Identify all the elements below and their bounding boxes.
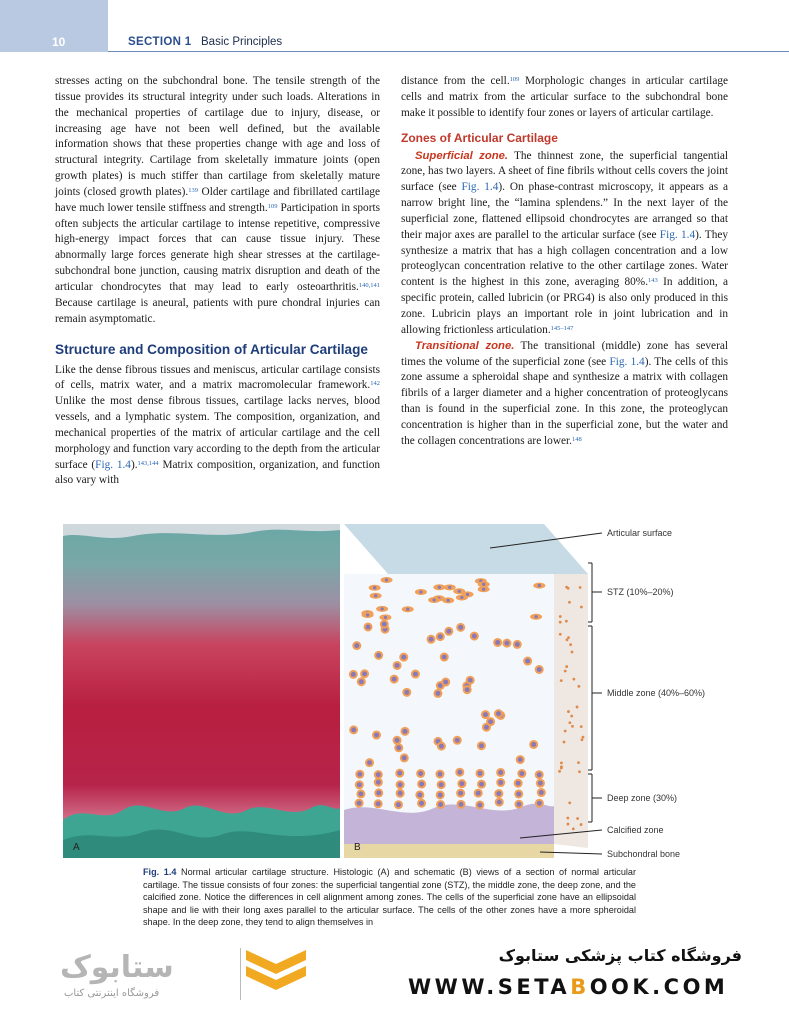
figure-caption	[143, 866, 636, 930]
chondrocyte-nucleus	[504, 641, 509, 646]
side-face-cell	[559, 621, 562, 624]
section-title: Basic Principles	[201, 36, 283, 48]
chondrocyte-nucleus	[519, 771, 524, 776]
chondrocyte-nucleus	[458, 791, 463, 796]
chondrocyte-nucleus	[358, 791, 363, 796]
chondrocyte-nucleus	[419, 801, 424, 806]
side-face-cell	[572, 828, 575, 831]
text-run: distance from the cell.	[401, 75, 510, 87]
chondrocyte-nucleus	[482, 583, 485, 586]
callout-deep-zone: Deep zone (30%)	[607, 793, 678, 803]
chondrocyte-nucleus	[497, 800, 502, 805]
callout-middle-zone: Middle zone (40%–60%)	[607, 688, 706, 698]
chondrocyte-nucleus	[354, 643, 359, 648]
chondrocyte-nucleus	[374, 594, 377, 597]
chondrocyte-nucleus	[438, 586, 441, 589]
figure-link[interactable]: Fig. 1.4	[609, 355, 645, 368]
reference-sup[interactable]: 145–147	[550, 324, 574, 332]
chondrocyte-nucleus	[459, 802, 464, 807]
side-face-cell	[579, 586, 582, 589]
chondrocyte-nucleus	[384, 616, 387, 619]
chondrocyte-nucleus	[392, 677, 397, 682]
text-run: The thinnest zone, the superficial tangential zone, has two layers. A sheet of fine fibrils without cells covers the joint surface (see	[401, 149, 728, 194]
chondrocyte-nucleus	[382, 622, 387, 627]
chondrocyte-nucleus	[488, 719, 493, 724]
chondrocyte-nucleus	[525, 659, 530, 664]
callout-subchondral-bone: Subchondral bone	[607, 849, 681, 859]
chondrocyte-nucleus	[417, 792, 422, 797]
side-face-cell	[567, 710, 570, 713]
chondrocyte-nucleus	[433, 598, 436, 601]
chondrocyte-nucleus	[478, 771, 483, 776]
chondrocyte-nucleus	[376, 772, 381, 777]
chondrocyte-nucleus	[495, 640, 500, 645]
figure-link[interactable]: Fig. 1.4	[95, 458, 131, 471]
reference-sup[interactable]: 142	[370, 380, 380, 388]
side-face-cell	[565, 620, 568, 623]
store-url[interactable]	[408, 975, 728, 999]
chondrocyte-nucleus	[357, 772, 362, 777]
side-face-cell	[558, 770, 561, 773]
text-run: ).	[130, 458, 138, 471]
side-face-cell	[576, 817, 579, 820]
side-face-cell	[570, 715, 573, 718]
section-heading: Structure and Composition of Articular Cartilage	[55, 341, 368, 357]
watermark-logo-subtitle: فروشگاه اینترنتی کتاب	[64, 988, 160, 999]
chondrocyte-nucleus	[496, 791, 501, 796]
paragraph	[401, 74, 728, 122]
chondrocyte-nucleus	[537, 772, 542, 777]
panel-label-a: A	[73, 842, 80, 853]
side-face-cell	[567, 587, 570, 590]
chondrocyte-nucleus	[419, 782, 424, 787]
reference-sup[interactable]: 109	[509, 76, 520, 83]
chondrocyte-nucleus	[435, 691, 440, 696]
zone-schematic	[344, 524, 590, 858]
chondrocyte-nucleus	[438, 802, 443, 807]
text-run: ). The cells of this zone assume a spheroidal shape and synthesize a matrix with collagen fibrils of a larger diameter and a higher concentration of proteoglycans than is found in the superficial zone. In this zone, the proteoglycan concentration is higher than in the superficial zone, but the water and the collagen concentrations are lower.	[401, 355, 728, 447]
side-face-cell	[572, 678, 575, 681]
side-face-cell	[571, 651, 574, 654]
chevron-logo-icon	[246, 950, 306, 998]
reference-sup[interactable]: 109	[267, 202, 278, 210]
chondrocyte-nucleus	[418, 771, 423, 776]
side-face-cell	[580, 823, 583, 826]
chondrocyte-nucleus	[376, 790, 381, 795]
chondrocyte-nucleus	[465, 687, 470, 692]
header-rule	[108, 51, 789, 52]
side-face-cell	[578, 770, 581, 773]
chondrocyte-nucleus	[362, 671, 367, 676]
chondrocyte-nucleus	[395, 663, 400, 668]
chondrocyte-nucleus	[366, 613, 369, 616]
reference-sup[interactable]: 143	[648, 277, 658, 285]
histology-photo	[63, 524, 340, 858]
url-part: WWW.SETA	[408, 975, 571, 999]
histology-image	[63, 524, 340, 858]
side-face-cell	[571, 725, 574, 728]
url-highlight: B	[570, 975, 590, 999]
chondrocyte-nucleus	[446, 599, 449, 602]
chondrocyte-nucleus	[443, 680, 448, 685]
side-face-cell	[576, 706, 579, 709]
chondrocyte-nucleus	[419, 590, 422, 593]
chondrocyte-nucleus	[413, 672, 418, 677]
side-face-cell	[569, 643, 572, 646]
chondrocyte-nucleus	[458, 590, 461, 593]
chondrocyte-nucleus	[438, 792, 443, 797]
chondrocyte-nucleus	[429, 637, 434, 642]
chondrocyte-nucleus	[516, 791, 521, 796]
callout-articular-surface: Articular surface	[607, 528, 673, 538]
text-run: Because cartilage is aneural, patients with pure chondral injuries can remain asymptomatic.	[55, 296, 380, 325]
chondrocyte-nucleus	[385, 578, 388, 581]
figure-link[interactable]: Fig. 1.4	[461, 181, 499, 194]
side-face-cell	[568, 721, 571, 724]
right-column	[401, 74, 728, 450]
chondrocyte-nucleus	[396, 802, 401, 807]
chondrocyte-nucleus	[373, 586, 376, 589]
reference-sup[interactable]: 143,144	[137, 459, 159, 467]
side-face-cell	[582, 736, 585, 739]
page-number: 10	[52, 35, 66, 49]
chondrocyte-nucleus	[351, 727, 356, 732]
paragraph	[401, 149, 728, 339]
text-run: Unlike the most dense fibrous tissues, cartilage lacks nerves, blood vessels, and a lymphatic system. The composition, organization, and mechanical properties of the matrix of articular cartilage and the cell morphology and function vary according to the depth from the articular surface (	[55, 395, 380, 471]
chondrocyte-nucleus	[479, 782, 484, 787]
running-header	[128, 36, 282, 48]
chondrocyte-nucleus	[402, 755, 407, 760]
reference-sup[interactable]: 148	[571, 435, 582, 443]
reference-sup[interactable]: 139	[188, 186, 199, 194]
chondrocyte-nucleus	[472, 634, 477, 639]
chondrocyte-nucleus	[460, 596, 463, 599]
side-face-cell	[577, 685, 580, 688]
chondrocyte-nucleus	[395, 738, 400, 743]
chondrocyte-nucleus	[438, 772, 443, 777]
callout-calcified-zone: Calcified zone	[607, 825, 664, 835]
chondrocyte-nucleus	[515, 642, 520, 647]
side-face-cell	[563, 741, 566, 744]
chondrocyte-nucleus	[482, 588, 485, 591]
side-face-cell	[560, 679, 563, 682]
chondrocyte-nucleus	[498, 780, 503, 785]
chondrocyte-nucleus	[516, 802, 521, 807]
chondrocyte-nucleus	[380, 607, 383, 610]
side-face-cell	[560, 765, 563, 768]
figure-link[interactable]: Fig. 1.4	[659, 228, 696, 241]
chondrocyte-nucleus	[404, 690, 409, 695]
side-face-cell	[559, 633, 562, 636]
chondrocyte-nucleus	[496, 711, 501, 716]
text-run: Participation in sports often subjects the articular cartilage to intense repetitive, compressive high-energy impact forces that can cause tissue injury. These abnormally large forces generate high shear stresses at the cartilage-subchondral bone junction, causing matrix disruption and death of the articular chondrocytes that may lead to early osteoarthritis.	[55, 201, 380, 293]
chondrocyte-nucleus	[516, 781, 521, 786]
chondrocyte-nucleus	[477, 802, 482, 807]
side-face-cell	[566, 817, 569, 820]
caption-text: Normal articular cartilage structure. Histologic (A) and schematic (B) views of a section of normal articular cartilage. The tissue consists of four zones: the superficial tangential zone (STZ), the middle zone, the deep zone, and the calcified zone. Notice the differences in cell alignment among zones. The cells of the superficial zone have an ellipsoidal shape and lie with their long axes parallel to the articular surface. The cells of the other zones have a more spheroidal shape. In the deep zone, they tend to align themselves in	[143, 867, 636, 927]
text-run: Morphologic changes in articular cartilage cells and matrix from the articular surface to the subchondral bone make it possible to identify four zones or layers of articular cartilage.	[401, 75, 728, 119]
side-face-cell	[580, 606, 583, 609]
text-run: ). They synthesize a matrix that has a high collagen concentration and a low proteoglycan concentration relative to the other cartilage zones. Water content is the highest in this zone, averaging 80%.	[401, 228, 729, 289]
store-name: فروشگاه کتاب پزشکی ستابوک	[498, 946, 742, 965]
chondrocyte-nucleus	[357, 782, 362, 787]
watermark-logo-text: ستابوک	[60, 950, 174, 985]
chondrocyte-nucleus	[534, 615, 537, 618]
chondrocyte-nucleus	[367, 760, 372, 765]
side-face-cell	[564, 730, 567, 733]
chondrocyte-nucleus	[458, 625, 463, 630]
text-run: The transitional (middle) zone has several times the volume of the superficial zone (see	[401, 339, 728, 368]
chondrocyte-nucleus	[446, 629, 451, 634]
chondrocyte-nucleus	[397, 771, 402, 776]
schematic-diagram	[344, 524, 590, 858]
callout-stz: STZ (10%–20%)	[607, 587, 674, 597]
text-run: Matrix composition, organization, and function also vary with	[55, 458, 381, 487]
side-face-cell	[559, 615, 562, 618]
chondrocyte-nucleus	[376, 801, 381, 806]
text-run: ). On phase-contrast microscopy, it appears as a narrow bright line, the “lamina splendens.” In the next layer of the superficial zone, flattened ellipsoid chondrocytes are arranged so that their major axes are parallel to the articular surface (see	[401, 181, 729, 241]
side-face-cell	[567, 823, 570, 826]
side-face-cell	[581, 738, 584, 741]
chondrocyte-nucleus	[538, 584, 541, 587]
chondrocyte-nucleus	[459, 781, 464, 786]
chondrocyte-nucleus	[479, 743, 484, 748]
chondrocyte-nucleus	[359, 679, 364, 684]
paragraph	[55, 363, 380, 490]
run-in-heading: Superficial zone.	[415, 149, 509, 162]
chondrocyte-nucleus	[476, 791, 481, 796]
chondrocyte-nucleus	[442, 655, 447, 660]
chondrocyte-nucleus	[403, 729, 408, 734]
side-face-cell	[577, 761, 580, 764]
chondrocyte-nucleus	[396, 745, 401, 750]
chondrocyte-nucleus	[398, 782, 403, 787]
side-face-cell	[564, 670, 567, 673]
text-run: Older cartilage and fibrillated cartilage have much lower tensile stiffness and strength.	[55, 185, 380, 214]
chondrocyte-nucleus	[366, 624, 371, 629]
side-face-cell	[568, 601, 571, 604]
chondrocyte-nucleus	[455, 738, 460, 743]
chondrocyte-nucleus	[518, 757, 523, 762]
chondrocyte-nucleus	[351, 672, 356, 677]
caption-figure-label: Fig. 1.4	[143, 867, 177, 877]
chondrocyte-nucleus	[457, 770, 462, 775]
chondrocyte-nucleus	[448, 586, 451, 589]
chondrocyte-nucleus	[374, 733, 379, 738]
logo-separator	[240, 948, 241, 1000]
text-run: stresses acting on the subchondral bone. The tensile strength of the tissue provides its structural integrity under such loads. Alterations in the mechanical properties of cartilage due to injury, disease, or increasing age have not been well defined, but the available information shows that these properties change with age and loss of structural integrity. Cartilage from skeletally immature joints (open growth plates) is much stiffer than cartilage from skeletally mature joints (closed growth plates).	[55, 75, 380, 198]
section-label: SECTION 1	[128, 36, 192, 48]
chondrocyte-nucleus	[376, 653, 381, 658]
reference-sup[interactable]: 140,141	[358, 281, 380, 289]
chondrocyte-nucleus	[484, 725, 489, 730]
side-face-cell	[568, 801, 571, 804]
chondrocyte-nucleus	[439, 744, 444, 749]
side-face-cell	[566, 638, 569, 641]
chondrocyte-nucleus	[537, 667, 542, 672]
side-face-cell	[560, 762, 563, 765]
paragraph	[55, 74, 380, 328]
side-face-cell	[580, 725, 583, 728]
paragraph	[401, 339, 728, 450]
chondrocyte-nucleus	[498, 770, 503, 775]
chondrocyte-nucleus	[539, 790, 544, 795]
chondrocyte-nucleus	[537, 801, 542, 806]
chondrocyte-nucleus	[398, 791, 403, 796]
chondrocyte-nucleus	[439, 782, 444, 787]
chondrocyte-nucleus	[531, 742, 536, 747]
subsection-heading: Zones of Articular Cartilage	[401, 130, 558, 145]
text-run: Like the dense fibrous tissues and meniscus, articular cartilage consists of cells, matrix water, and a matrix macromolecular framework.	[55, 363, 380, 392]
text-run: In addition, a specific protein, called lubricin (or PRG4) is also only produced in this zone. Lubricin plays an important role in joint lubrication and in allowing frictionless articulation.	[401, 276, 729, 336]
chondrocyte-nucleus	[538, 781, 543, 786]
chondrocyte-nucleus	[483, 712, 488, 717]
chondrocyte-nucleus	[401, 655, 406, 660]
chondrocyte-nucleus	[357, 801, 362, 806]
side-face-cell	[565, 665, 568, 668]
url-part: OOK.COM	[589, 975, 729, 999]
run-in-heading: Transitional zone.	[415, 339, 515, 352]
left-column	[55, 74, 380, 489]
panel-label-b: B	[354, 842, 361, 853]
chondrocyte-nucleus	[376, 780, 381, 785]
chondrocyte-nucleus	[406, 608, 409, 611]
chondrocyte-nucleus	[438, 634, 443, 639]
